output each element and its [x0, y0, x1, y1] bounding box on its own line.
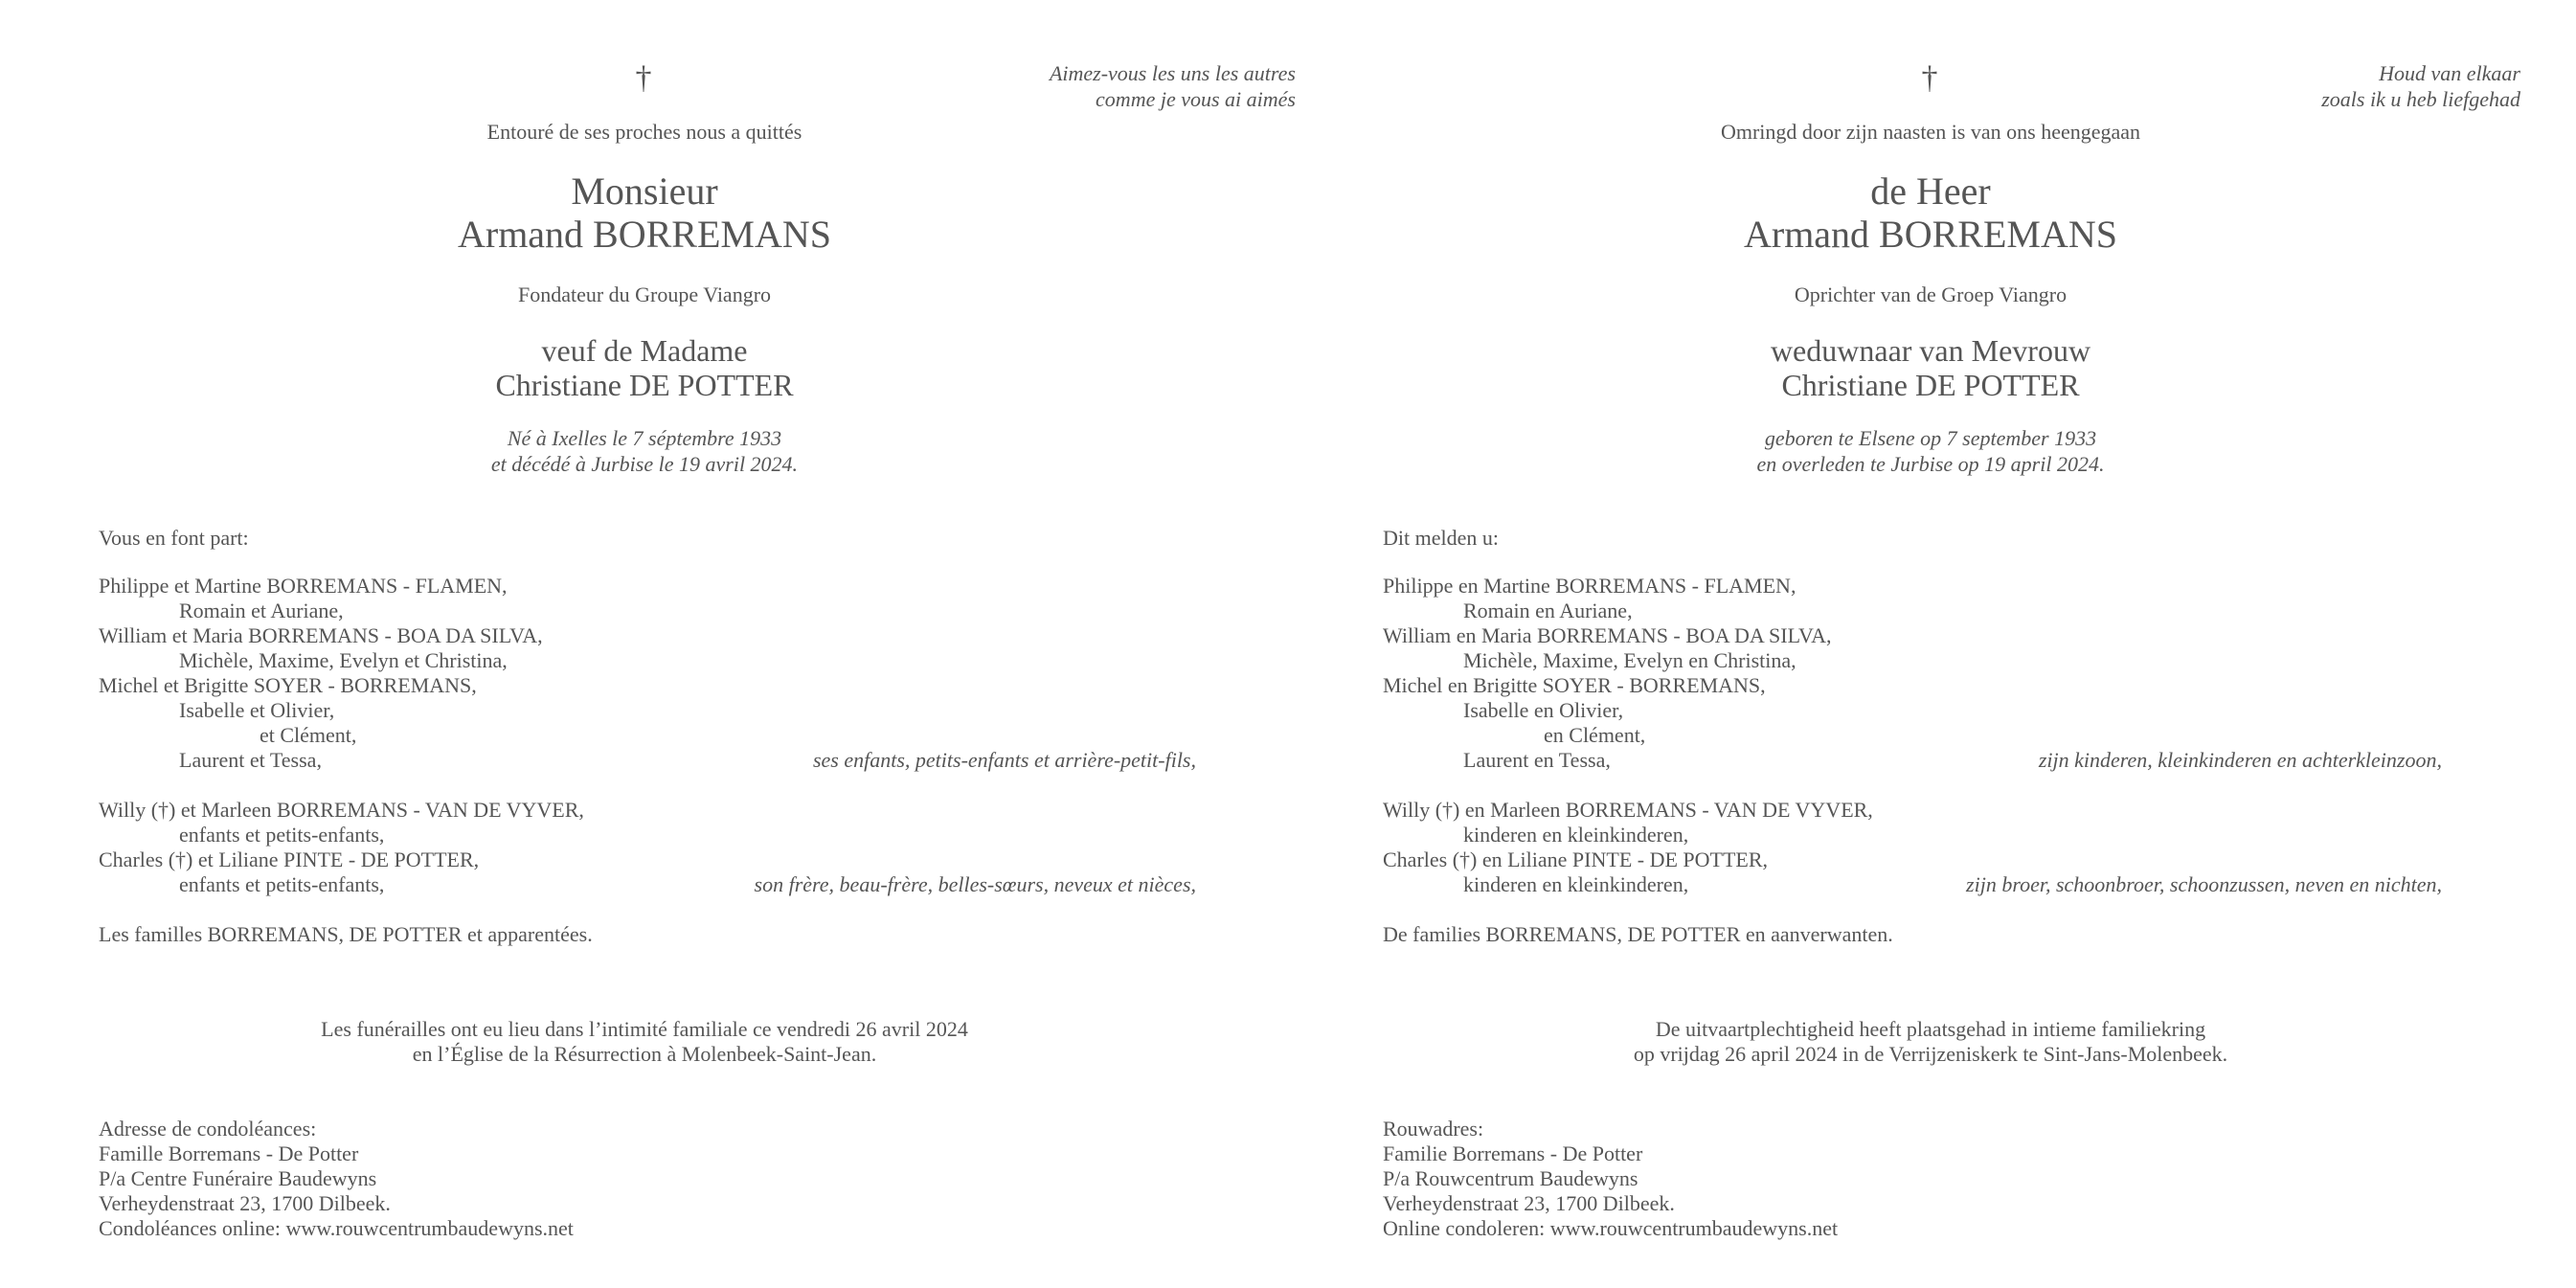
cross-icon: † [635, 60, 652, 96]
founder-text: Fondateur du Groupe Viangro [517, 282, 772, 306]
spouse-text [99, 333, 1190, 402]
family-row [99, 872, 1196, 897]
family-spacer [1383, 773, 2474, 798]
family-spacer [99, 773, 1190, 798]
family-list [1383, 574, 2474, 947]
family-row [1383, 748, 2474, 773]
family-row [99, 798, 1190, 823]
family-row [1383, 847, 2474, 872]
family-member: en Clément, [1544, 723, 1646, 747]
family-row [1383, 698, 2474, 723]
family-member: kinderen en kleinkinderen, [1463, 872, 1689, 896]
quote-line: zoals ik u heb liefgehad [2321, 87, 2520, 111]
family-row [99, 623, 1190, 648]
quote-line: Aimez-vous les uns les autres [1049, 61, 1296, 85]
family-member: Laurent et Tessa, [179, 748, 322, 772]
announce-text: Vous en font part: [99, 526, 249, 550]
family-member: De families BORREMANS, DE POTTER en aanverwanten. [1383, 922, 1893, 946]
condolence-address [99, 1117, 574, 1241]
address-line: P/a Rouwcentrum Baudewyns [1383, 1166, 1638, 1190]
address-line: Familie Borremans - De Potter [1383, 1141, 1643, 1165]
family-member: et Clément, [260, 723, 357, 747]
family-row [1383, 623, 2474, 648]
death-line: et décédé à Jurbise le 19 avril 2024. [490, 452, 799, 476]
family-row [99, 723, 1190, 748]
quote-line: comme je vous ai aimés [1096, 87, 1296, 111]
family-row [99, 847, 1190, 872]
funeral-notice [1383, 1017, 2478, 1067]
spouse-name: Christiane DE POTTER [495, 368, 794, 402]
family-row [99, 599, 1190, 623]
intro-text: Entouré de ses proches nous a quittés [486, 120, 802, 144]
address-line: Condoléances online: www.rouwcentrumbaudewyns.net [99, 1216, 574, 1240]
family-relation: ses enfants, petits-enfants et arrière-petit-fils, [812, 748, 1196, 772]
funeral-line: De uitvaartplechtigheid heeft plaatsgehad in intieme familiekring [1655, 1017, 2206, 1041]
family-member: Isabelle et Olivier, [179, 698, 335, 722]
address-line: Verheydenstraat 23, 1700 Dilbeek. [1383, 1191, 1675, 1215]
dutch-announcement [1383, 0, 2520, 1288]
family-member: Willy (†) et Marleen BORREMANS - VAN DE VYVER, [99, 798, 584, 822]
address-line: Adresse de condoléances: [99, 1117, 317, 1141]
family-row [99, 698, 1190, 723]
family-member: Philippe et Martine BORREMANS - FLAMEN, [99, 574, 508, 598]
bible-quote [1050, 60, 1296, 112]
family-member: Romain en Auriane, [1463, 599, 1633, 622]
family-row [99, 922, 1190, 947]
family-row [99, 574, 1190, 599]
cross-icon: † [1921, 60, 1938, 96]
family-member: Michèle, Maxime, Evelyn et Christina, [179, 648, 508, 672]
spouse-line: weduwnaar van Mevrouw [1770, 333, 2091, 368]
spouse-line: veuf de Madame [541, 333, 748, 368]
founder-text: Oprichter van de Groep Viangro [1794, 282, 2068, 306]
family-spacer [1383, 897, 2474, 922]
honorific: Monsieur [571, 169, 718, 213]
family-relation: zijn broer, schoonbroer, schoonzussen, neven en nichten, [1966, 872, 2442, 896]
funeral-line: Les funérailles ont eu lieu dans l’intimité familiale ce vendredi 26 avril 2024 [321, 1017, 968, 1041]
family-row [99, 673, 1190, 698]
family-member: William et Maria BORREMANS - BOA DA SILVA, [99, 623, 543, 647]
family-row [1383, 723, 2474, 748]
funeral-line: op vrijdag 26 april 2024 in de Verrijzeniskerk te Sint-Jans-Molenbeek. [1633, 1042, 2228, 1066]
bible-quote [2321, 60, 2520, 112]
family-row [1383, 823, 2474, 847]
family-row [99, 823, 1190, 847]
family-member: Isabelle en Olivier, [1463, 698, 1624, 722]
family-relation: son frère, beau-frère, belles-sœurs, neveux et nièces, [754, 872, 1196, 896]
family-list [99, 574, 1196, 947]
family-row [1383, 648, 2474, 673]
family-member: Michèle, Maxime, Evelyn en Christina, [1463, 648, 1796, 672]
deceased-name [99, 169, 1190, 256]
funeral-line: en l’Église de la Résurrection à Molenbeek-Saint-Jean. [412, 1042, 877, 1066]
family-member: Charles (†) en Liliane PINTE - DE POTTER, [1383, 847, 1769, 871]
address-line: Rouwadres: [1383, 1117, 1484, 1141]
death-line: en overleden te Jurbise op 19 april 2024. [1756, 452, 2105, 476]
family-member: Philippe en Martine BORREMANS - FLAMEN, [1383, 574, 1796, 598]
family-row [1383, 798, 2474, 823]
family-member: Laurent en Tessa, [1463, 748, 1611, 772]
condolence-address [1383, 1117, 1838, 1241]
family-member: Les familles BORREMANS, DE POTTER et apparentées. [99, 922, 593, 946]
birth-death-dates [99, 425, 1190, 477]
honorific: de Heer [1870, 169, 1991, 213]
address-line: P/a Centre Funéraire Baudewyns [99, 1166, 377, 1190]
announce-text: Dit melden u: [1383, 526, 1499, 550]
family-row [99, 748, 1196, 773]
birth-death-dates [1383, 425, 2478, 477]
family-row [1383, 599, 2474, 623]
family-row [99, 648, 1190, 673]
family-member: Michel et Brigitte SOYER - BORREMANS, [99, 673, 477, 697]
family-row [1383, 574, 2474, 599]
full-name: Armand BORREMANS [457, 213, 832, 256]
birth-line: Né à Ixelles le 7 séptembre 1933 [507, 426, 782, 450]
family-member: enfants et petits-enfants, [179, 823, 385, 847]
address-line: Verheydenstraat 23, 1700 Dilbeek. [99, 1191, 391, 1215]
spouse-name: Christiane DE POTTER [1781, 368, 2080, 402]
family-spacer [99, 897, 1190, 922]
birth-line: geboren te Elsene op 7 september 1933 [1764, 426, 2097, 450]
address-line: Online condoleren: www.rouwcentrumbaudewyns.net [1383, 1216, 1839, 1240]
family-member: kinderen en kleinkinderen, [1463, 823, 1689, 847]
family-relation: zijn kinderen, kleinkinderen en achterkleinzoon, [2038, 748, 2442, 772]
full-name: Armand BORREMANS [1743, 213, 2118, 256]
quote-line: Houd van elkaar [2379, 61, 2520, 85]
family-row [1383, 872, 2474, 897]
family-member: Willy (†) en Marleen BORREMANS - VAN DE VYVER, [1383, 798, 1873, 822]
funeral-notice [99, 1017, 1190, 1067]
family-row [1383, 673, 2474, 698]
family-member: Michel en Brigitte SOYER - BORREMANS, [1383, 673, 1766, 697]
family-member: Charles (†) et Liliane PINTE - DE POTTER, [99, 847, 480, 871]
address-line: Famille Borremans - De Potter [99, 1141, 359, 1165]
family-member: enfants et petits-enfants, [179, 872, 385, 896]
intro-text: Omringd door zijn naasten is van ons heengegaan [1720, 120, 2141, 144]
spouse-text [1383, 333, 2478, 402]
deceased-name [1383, 169, 2478, 256]
family-member: William en Maria BORREMANS - BOA DA SILVA, [1383, 623, 1832, 647]
family-member: Romain et Auriane, [179, 599, 344, 622]
family-row [1383, 922, 2474, 947]
french-announcement [99, 0, 1296, 1288]
